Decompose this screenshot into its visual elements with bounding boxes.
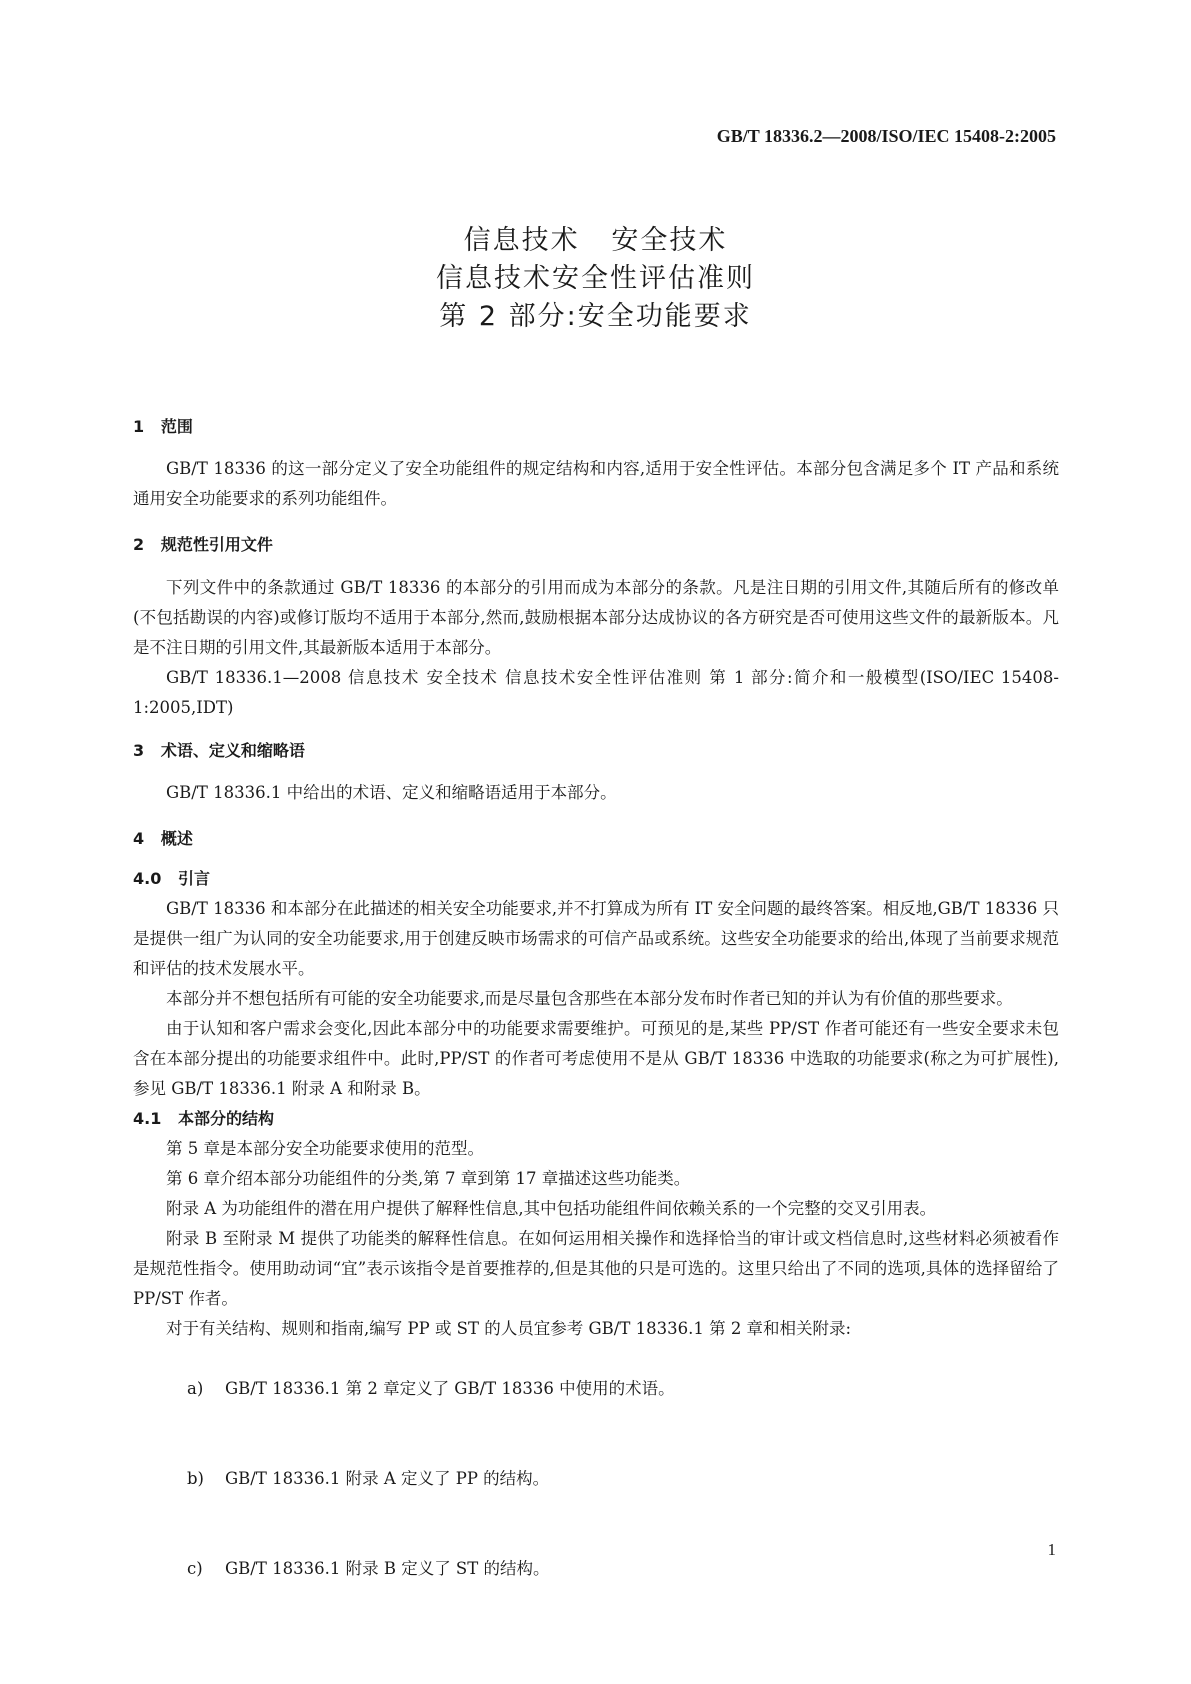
standard-number-header: GB/T 18336.2—2008/ISO/IEC 15408-2:2005 bbox=[716, 126, 1056, 146]
section-heading-overview: 4 概述 bbox=[133, 829, 193, 848]
paragraph: 第 5 章是本部分安全功能要求使用的范型。 bbox=[166, 1139, 484, 1158]
paragraph: 本部分并不想包括所有可能的安全功能要求,而是尽量包含那些在本部分发布时作者已知的并认为有价值的那些要求。 bbox=[166, 989, 1013, 1008]
paragraph: 由于认知和客户需求会变化,因此本部分中的功能要求需要维护。可预见的是,某些 PP/ST 作者可能还有一些安全要求未包含在本部分提出的功能要求组件中。此时,PP/ST 的作者可考虑使用不是从 GB/T 18336 中选取的功能要求(称之为可扩展性),参见 GB/T 18336.1 附录 A 和附录 B。 bbox=[133, 1019, 1059, 1098]
title-line-1: 信息技术 安全技术 bbox=[463, 225, 728, 256]
list-item-label: b) bbox=[186, 1469, 204, 1488]
list-item bbox=[133, 1524, 1059, 1614]
list-item bbox=[133, 1344, 1059, 1434]
section-heading-terms: 3 术语、定义和缩略语 bbox=[133, 741, 305, 760]
paragraph: GB/T 18336 和本部分在此描述的相关安全功能要求,并不打算成为所有 IT 安全问题的最终答案。相反地,GB/T 18336 只是提供一组广为认同的安全功能要求,用于创建反映市场需求的可信产品或系统。这些安全功能要求的给出,体现了当前要求规范和评估的技术发展水平。 bbox=[133, 899, 1059, 978]
paragraph: GB/T 18336.1 中给出的术语、定义和缩略语适用于本部分。 bbox=[166, 783, 617, 802]
document-title bbox=[0, 222, 1191, 336]
list-item-text: GB/T 18336.1 附录 B 定义了 ST 的结构。 bbox=[224, 1559, 550, 1578]
list-item-text: GB/T 18336.1 附录 A 定义了 PP 的结构。 bbox=[224, 1469, 550, 1488]
title-line-3: 第 2 部分:安全功能要求 bbox=[439, 301, 752, 332]
paragraph: 第 6 章介绍本部分功能组件的分类,第 7 章到第 17 章描述这些功能类。 bbox=[166, 1169, 691, 1188]
paragraph: 对于有关结构、规则和指南,编写 PP 或 ST 的人员宜参考 GB/T 18336.1 第 2 章和相关附录: bbox=[166, 1319, 852, 1338]
reference-entry: GB/T 18336.1—2008 信息技术 安全技术 信息技术安全性评估准则 第 1 部分:简介和一般模型(ISO/IEC 15408-1:2005,IDT) bbox=[133, 668, 1059, 717]
list-item bbox=[133, 1434, 1059, 1524]
document-body bbox=[133, 412, 1059, 1614]
subsection-heading-introduction: 4.0 引言 bbox=[133, 869, 211, 888]
section-heading-scope: 1 范围 bbox=[133, 417, 193, 436]
list-item-text: GB/T 18336.1 第 2 章定义了 GB/T 18336 中使用的术语。 bbox=[224, 1379, 675, 1398]
page-number: 1 bbox=[1047, 1540, 1056, 1559]
section-heading-normative-references: 2 规范性引用文件 bbox=[133, 535, 273, 554]
list-item-label: a) bbox=[186, 1379, 204, 1398]
list-item-label: c) bbox=[186, 1559, 203, 1578]
subsection-heading-structure: 4.1 本部分的结构 bbox=[133, 1109, 275, 1128]
title-line-2: 信息技术安全性评估准则 bbox=[436, 263, 755, 294]
paragraph: GB/T 18336 的这一部分定义了安全功能组件的规定结构和内容,适用于安全性评估。本部分包含满足多个 IT 产品和系统通用安全功能要求的系列功能组件。 bbox=[133, 459, 1059, 508]
paragraph: 下列文件中的条款通过 GB/T 18336 的本部分的引用而成为本部分的条款。凡是注日期的引用文件,其随后所有的修改单(不包括勘误的内容)或修订版均不适用于本部分,然而,鼓励根据本部分达成协议的各方研究是否可使用这些文件的最新版本。凡是不注日期的引用文件,其最新版本适用于本部分。 bbox=[133, 578, 1059, 657]
paragraph: 附录 A 为功能组件的潜在用户提供了解释性信息,其中包括功能组件间依赖关系的一个完整的交叉引用表。 bbox=[166, 1199, 937, 1218]
paragraph: 附录 B 至附录 M 提供了功能类的解释性信息。在如何运用相关操作和选择恰当的审计或文档信息时,这些材料必须被看作是规范性指令。使用助动词“宜”表示该指令是首要推荐的,但是其他的只是可选的。这里只给出了不同的选项,具体的选择留给了 PP/ST 作者。 bbox=[133, 1229, 1059, 1308]
